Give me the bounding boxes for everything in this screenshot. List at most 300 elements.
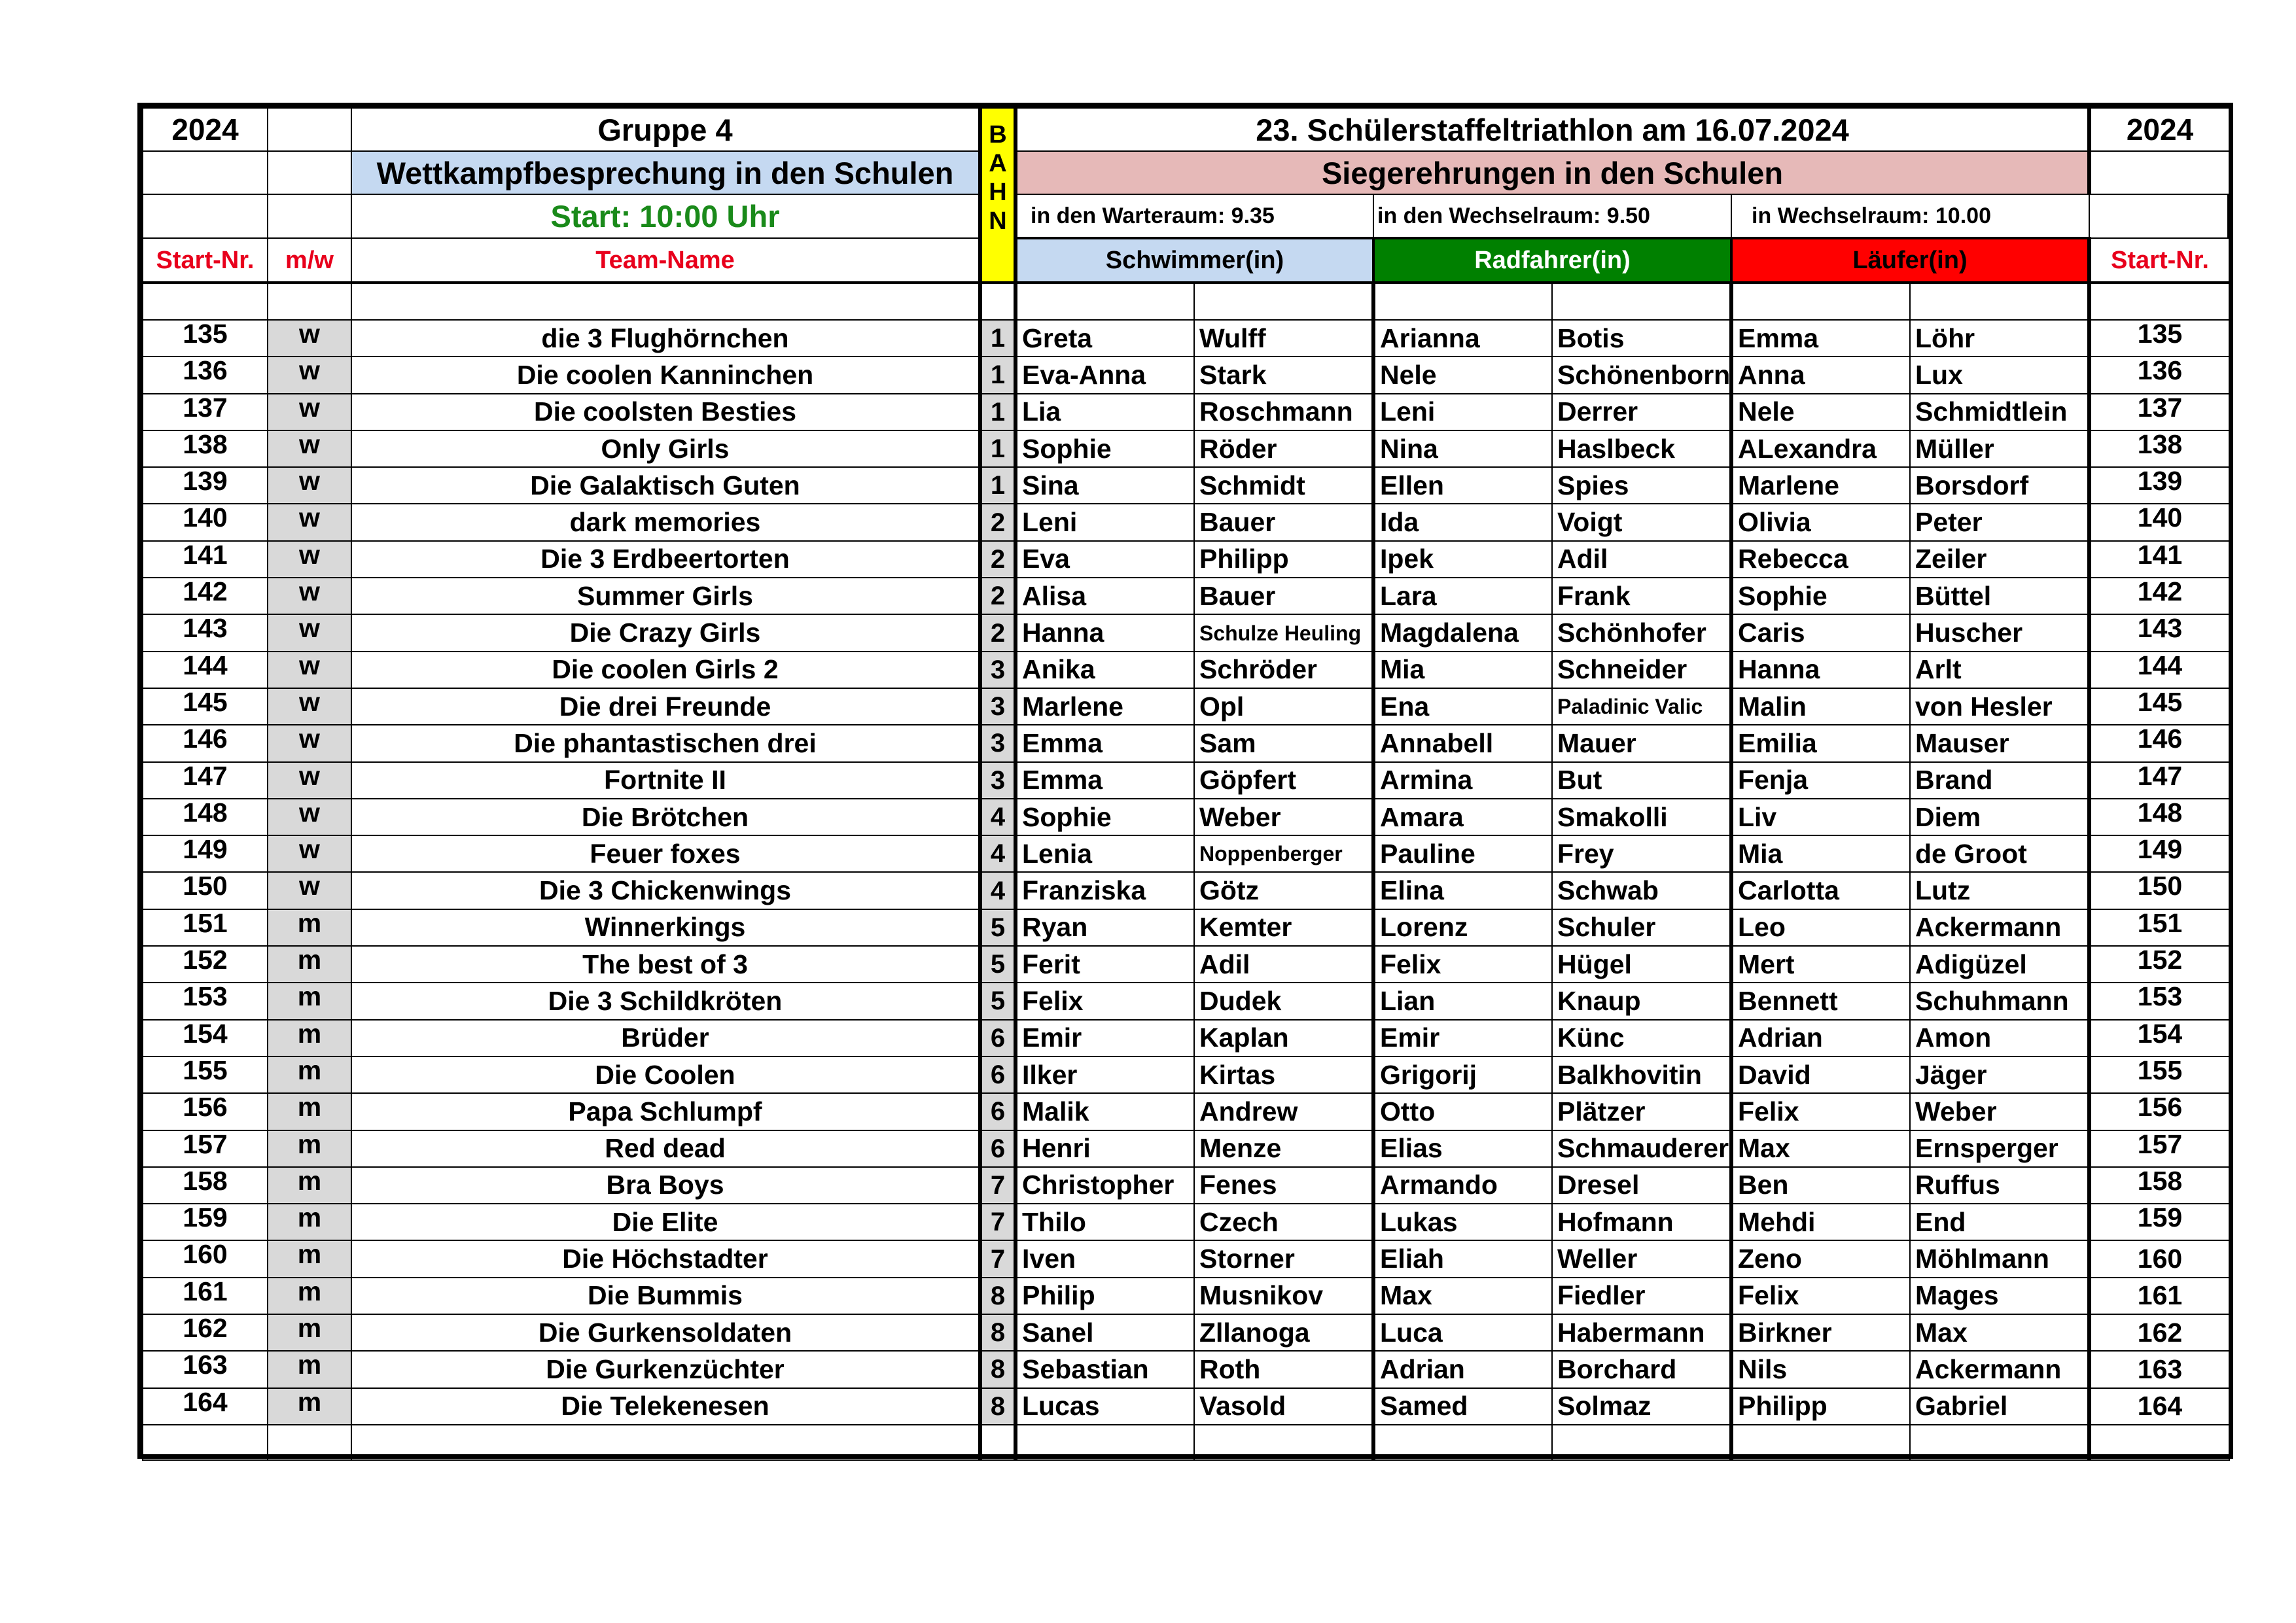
runner-last-name: Schmidtlein: [1910, 394, 2089, 430]
lane-number: 6: [980, 1020, 1016, 1056]
team-name: Die Elite: [351, 1204, 980, 1240]
start-number-right: 157: [2089, 1130, 2229, 1167]
swimmer-last-name: Zllanoga: [1194, 1314, 1373, 1351]
swimmer-last-name: Kaplan: [1194, 1020, 1373, 1056]
runner-last-name: Zeiler: [1910, 541, 2089, 578]
swimmer-first-name: Philip: [1016, 1278, 1194, 1314]
runner-last-name: Möhlmann: [1910, 1240, 2089, 1277]
team-name: Die Coolen: [351, 1056, 980, 1093]
warteraum-time: in den Warteraum: 9.35: [1016, 194, 1373, 238]
runner-last-name: Löhr: [1910, 320, 2089, 357]
start-number-right: 137: [2089, 394, 2229, 430]
start-number-right: 142: [2089, 578, 2229, 614]
table-row: [143, 1278, 2229, 1314]
table-row: [143, 467, 2229, 504]
cyclist-first-name: Arianna: [1373, 320, 1552, 357]
swimmer-first-name: Lia: [1016, 394, 1194, 430]
runner-last-name: Diem: [1910, 799, 2089, 835]
lane-number: 1: [980, 320, 1016, 357]
swimmer-first-name: Hanna: [1016, 614, 1194, 651]
table-row: [143, 1056, 2229, 1093]
start-number-right: 164: [2089, 1388, 2229, 1425]
start-number-right: 141: [2089, 541, 2229, 578]
gender-cell: m: [268, 1093, 351, 1130]
start-number-right: 144: [2089, 652, 2229, 688]
start-number-right: 149: [2089, 835, 2229, 872]
start-number: 140: [143, 504, 268, 540]
swimmer-last-name: Bauer: [1194, 504, 1373, 540]
lane-number: 1: [980, 357, 1016, 393]
swimmer-last-name: Storner: [1194, 1240, 1373, 1277]
team-name: die 3 Flughörnchen: [351, 320, 980, 357]
cyclist-first-name: Samed: [1373, 1388, 1552, 1425]
cyclist-last-name: Balkhovitin: [1552, 1056, 1731, 1093]
swimmer-last-name: Schröder: [1194, 652, 1373, 688]
team-name: Summer Girls: [351, 578, 980, 614]
start-time: Start: 10:00 Uhr: [351, 194, 980, 238]
table-row: [143, 357, 2229, 393]
cyclist-first-name: Ida: [1373, 504, 1552, 540]
team-name: Die 3 Chickenwings: [351, 872, 980, 909]
start-number: 156: [143, 1093, 268, 1130]
swimmer-first-name: Emir: [1016, 1020, 1194, 1056]
bahn-header: B A H N: [980, 108, 1016, 283]
cyclist-first-name: Max: [1373, 1278, 1552, 1314]
team-name: Papa Schlumpf: [351, 1093, 980, 1130]
runner-last-name: Lutz: [1910, 872, 2089, 909]
start-number-right: 152: [2089, 946, 2229, 983]
gender-cell: m: [268, 1314, 351, 1351]
start-number-right: 140: [2089, 504, 2229, 540]
swimmer-last-name: Schmidt: [1194, 467, 1373, 504]
team-name: Die Galaktisch Guten: [351, 467, 980, 504]
cyclist-last-name: Borchard: [1552, 1351, 1731, 1387]
table-row: [143, 1240, 2229, 1277]
cyclist-last-name: Derrer: [1552, 394, 1731, 430]
cyclist-first-name: Eliah: [1373, 1240, 1552, 1277]
runner-last-name: Mages: [1910, 1278, 2089, 1314]
start-number-right: 147: [2089, 762, 2229, 799]
runner-last-name: Büttel: [1910, 578, 2089, 614]
team-name: Die Brötchen: [351, 799, 980, 835]
start-number: 144: [143, 652, 268, 688]
team-name: Die coolen Girls 2: [351, 652, 980, 688]
start-number: 136: [143, 357, 268, 393]
swimmer-last-name: Opl: [1194, 688, 1373, 725]
swimmer-first-name: Franziska: [1016, 872, 1194, 909]
cyclist-last-name: Frank: [1552, 578, 1731, 614]
start-number-right: 139: [2089, 467, 2229, 504]
team-name: Die phantastischen drei: [351, 725, 980, 761]
swimmer-first-name: Sina: [1016, 467, 1194, 504]
start-number-right: 135: [2089, 320, 2229, 357]
swimmer-first-name: Ilker: [1016, 1056, 1194, 1093]
gender-cell: w: [268, 614, 351, 651]
ceremony-note: Siegerehrungen in den Schulen: [1016, 151, 2089, 194]
lane-number: 7: [980, 1167, 1016, 1204]
start-number-right: 161: [2089, 1278, 2229, 1314]
cyclist-last-name: Künc: [1552, 1020, 1731, 1056]
runner-first-name: ALexandra: [1731, 430, 1910, 467]
runner-first-name: Max: [1731, 1130, 1910, 1167]
gender-cell: m: [268, 946, 351, 983]
cyclist-first-name: Ena: [1373, 688, 1552, 725]
lane-number: 6: [980, 1130, 1016, 1167]
start-number-right: 158: [2089, 1167, 2229, 1204]
runner-last-name: Adigüzel: [1910, 946, 2089, 983]
cyclist-last-name: Solmaz: [1552, 1388, 1731, 1425]
start-number: 155: [143, 1056, 268, 1093]
cyclist-first-name: Nele: [1373, 357, 1552, 393]
swimmer-first-name: Henri: [1016, 1130, 1194, 1167]
column-header-schwimmer: Schwimmer(in): [1016, 238, 1373, 283]
gender-cell: w: [268, 725, 351, 761]
swimmer-first-name: Emma: [1016, 762, 1194, 799]
gender-cell: w: [268, 652, 351, 688]
runner-first-name: Mert: [1731, 946, 1910, 983]
year-left: 2024: [143, 108, 268, 151]
team-name: Bra Boys: [351, 1167, 980, 1204]
cyclist-first-name: Ipek: [1373, 541, 1552, 578]
runner-first-name: Nils: [1731, 1351, 1910, 1387]
runner-first-name: Emma: [1731, 320, 1910, 357]
start-number: 143: [143, 614, 268, 651]
team-name: Die coolen Kanninchen: [351, 357, 980, 393]
cyclist-last-name: Schönhofer: [1552, 614, 1731, 651]
start-number: 161: [143, 1278, 268, 1314]
gender-cell: w: [268, 541, 351, 578]
runner-first-name: Hanna: [1731, 652, 1910, 688]
runner-last-name: Ackermann: [1910, 909, 2089, 946]
swimmer-first-name: Lenia: [1016, 835, 1194, 872]
lane-number: 3: [980, 688, 1016, 725]
runner-last-name: Arlt: [1910, 652, 2089, 688]
swimmer-last-name: Vasold: [1194, 1388, 1373, 1425]
start-number-right: 153: [2089, 983, 2229, 1019]
swimmer-last-name: Sam: [1194, 725, 1373, 761]
table-row: [143, 430, 2229, 467]
start-number-right: 148: [2089, 799, 2229, 835]
table-row: [143, 652, 2229, 688]
cyclist-last-name: Schönenborn: [1552, 357, 1731, 393]
cyclist-last-name: Haslbeck: [1552, 430, 1731, 467]
gender-cell: w: [268, 357, 351, 393]
runner-last-name: Borsdorf: [1910, 467, 2089, 504]
cyclist-last-name: Habermann: [1552, 1314, 1731, 1351]
swimmer-first-name: Sanel: [1016, 1314, 1194, 1351]
gender-cell: m: [268, 1204, 351, 1240]
start-number-right: 145: [2089, 688, 2229, 725]
table-row: [143, 504, 2229, 540]
start-number-right: 136: [2089, 357, 2229, 393]
table-row: [143, 1130, 2229, 1167]
swimmer-first-name: Greta: [1016, 320, 1194, 357]
swimmer-first-name: Ryan: [1016, 909, 1194, 946]
gender-cell: m: [268, 1167, 351, 1204]
cyclist-first-name: Lara: [1373, 578, 1552, 614]
team-name: Feuer foxes: [351, 835, 980, 872]
lane-number: 8: [980, 1388, 1016, 1425]
lane-number: 1: [980, 430, 1016, 467]
cyclist-last-name: Hügel: [1552, 946, 1731, 983]
start-number: 149: [143, 835, 268, 872]
swimmer-first-name: Sophie: [1016, 430, 1194, 467]
start-number-right: 159: [2089, 1204, 2229, 1240]
gender-cell: m: [268, 1351, 351, 1387]
cyclist-first-name: Felix: [1373, 946, 1552, 983]
team-name: Die Gurkensoldaten: [351, 1314, 980, 1351]
gender-cell: w: [268, 578, 351, 614]
cyclist-last-name: Plätzer: [1552, 1093, 1731, 1130]
cyclist-last-name: Paladinic Valic: [1552, 688, 1731, 725]
swimmer-first-name: Malik: [1016, 1093, 1194, 1130]
team-name: Die Höchstadter: [351, 1240, 980, 1277]
runner-first-name: Sophie: [1731, 578, 1910, 614]
cyclist-last-name: Schneider: [1552, 652, 1731, 688]
runner-last-name: Lux: [1910, 357, 2089, 393]
runner-first-name: Zeno: [1731, 1240, 1910, 1277]
runner-first-name: Olivia: [1731, 504, 1910, 540]
swimmer-last-name: Noppenberger: [1194, 835, 1373, 872]
runner-first-name: Fenja: [1731, 762, 1910, 799]
gender-cell: w: [268, 394, 351, 430]
column-header-mw: m/w: [268, 238, 351, 283]
swimmer-first-name: Marlene: [1016, 688, 1194, 725]
gender-cell: m: [268, 1130, 351, 1167]
cyclist-last-name: Spies: [1552, 467, 1731, 504]
runner-last-name: Jäger: [1910, 1056, 2089, 1093]
cyclist-first-name: Mia: [1373, 652, 1552, 688]
lane-number: 8: [980, 1278, 1016, 1314]
table-row: [143, 799, 2229, 835]
team-name: Fortnite II: [351, 762, 980, 799]
start-number-right: 163: [2089, 1351, 2229, 1387]
lane-number: 2: [980, 504, 1016, 540]
cyclist-first-name: Armina: [1373, 762, 1552, 799]
lane-number: 4: [980, 835, 1016, 872]
swimmer-last-name: Roth: [1194, 1351, 1373, 1387]
cyclist-last-name: Voigt: [1552, 504, 1731, 540]
start-number: 135: [143, 320, 268, 357]
start-number: 147: [143, 762, 268, 799]
team-name: dark memories: [351, 504, 980, 540]
lane-number: 3: [980, 725, 1016, 761]
group-title: Gruppe 4: [351, 108, 980, 151]
cyclist-first-name: Leni: [1373, 394, 1552, 430]
runner-first-name: David: [1731, 1056, 1910, 1093]
team-name: Die Telekenesen: [351, 1388, 980, 1425]
lane-number: 2: [980, 541, 1016, 578]
start-number-right: 155: [2089, 1056, 2229, 1093]
swimmer-last-name: Röder: [1194, 430, 1373, 467]
table-row: [143, 614, 2229, 651]
runner-first-name: Emilia: [1731, 725, 1910, 761]
gender-cell: m: [268, 1240, 351, 1277]
year-right: 2024: [2089, 108, 2229, 151]
swimmer-last-name: Fenes: [1194, 1167, 1373, 1204]
start-number: 139: [143, 467, 268, 504]
cyclist-first-name: Lorenz: [1373, 909, 1552, 946]
lane-number: 7: [980, 1240, 1016, 1277]
team-name: Die 3 Schildkröten: [351, 983, 980, 1019]
table-row: [143, 983, 2229, 1019]
runner-last-name: Huscher: [1910, 614, 2089, 651]
cyclist-first-name: Pauline: [1373, 835, 1552, 872]
table-row: [143, 1314, 2229, 1351]
runner-first-name: Caris: [1731, 614, 1910, 651]
start-number-right: 150: [2089, 872, 2229, 909]
table-row: [143, 1204, 2229, 1240]
start-number: 157: [143, 1130, 268, 1167]
cyclist-first-name: Ellen: [1373, 467, 1552, 504]
lane-number: 4: [980, 799, 1016, 835]
start-number-right: 146: [2089, 725, 2229, 761]
table-row: [143, 320, 2229, 357]
swimmer-first-name: Christopher: [1016, 1167, 1194, 1204]
gender-cell: m: [268, 1020, 351, 1056]
runner-first-name: Nele: [1731, 394, 1910, 430]
gender-cell: w: [268, 430, 351, 467]
runner-last-name: End: [1910, 1204, 2089, 1240]
runner-first-name: Malin: [1731, 688, 1910, 725]
lane-number: 3: [980, 652, 1016, 688]
start-number: 163: [143, 1351, 268, 1387]
cyclist-last-name: Adil: [1552, 541, 1731, 578]
start-number: 141: [143, 541, 268, 578]
cyclist-last-name: Mauer: [1552, 725, 1731, 761]
team-name: Red dead: [351, 1130, 980, 1167]
start-number-right: 162: [2089, 1314, 2229, 1351]
team-name: Die coolsten Besties: [351, 394, 980, 430]
swimmer-first-name: Alisa: [1016, 578, 1194, 614]
start-number: 159: [143, 1204, 268, 1240]
runner-last-name: Brand: [1910, 762, 2089, 799]
cyclist-last-name: Botis: [1552, 320, 1731, 357]
team-name: Winnerkings: [351, 909, 980, 946]
gender-cell: w: [268, 688, 351, 725]
cyclist-first-name: Luca: [1373, 1314, 1552, 1351]
swimmer-last-name: Weber: [1194, 799, 1373, 835]
swimmer-first-name: Eva-Anna: [1016, 357, 1194, 393]
table-row: [143, 394, 2229, 430]
gender-cell: w: [268, 762, 351, 799]
start-number: 146: [143, 725, 268, 761]
runner-first-name: Ben: [1731, 1167, 1910, 1204]
table-row: [143, 909, 2229, 946]
table-row: [143, 762, 2229, 799]
start-list-table: [142, 107, 2230, 1461]
start-number: 164: [143, 1388, 268, 1425]
team-name: Die 3 Erdbeertorten: [351, 541, 980, 578]
runner-last-name: Peter: [1910, 504, 2089, 540]
runner-last-name: Max: [1910, 1314, 2089, 1351]
cyclist-first-name: Elias: [1373, 1130, 1552, 1167]
swimmer-first-name: Anika: [1016, 652, 1194, 688]
swimmer-first-name: Felix: [1016, 983, 1194, 1019]
runner-first-name: Felix: [1731, 1093, 1910, 1130]
cyclist-first-name: Nina: [1373, 430, 1552, 467]
lane-number: 5: [980, 909, 1016, 946]
swimmer-last-name: Kemter: [1194, 909, 1373, 946]
lane-number: 1: [980, 467, 1016, 504]
table-row: [143, 872, 2229, 909]
start-number: 150: [143, 872, 268, 909]
gender-cell: w: [268, 872, 351, 909]
swimmer-last-name: Adil: [1194, 946, 1373, 983]
lane-number: 3: [980, 762, 1016, 799]
swimmer-first-name: Leni: [1016, 504, 1194, 540]
swimmer-last-name: Roschmann: [1194, 394, 1373, 430]
cyclist-last-name: Frey: [1552, 835, 1731, 872]
swimmer-last-name: Stark: [1194, 357, 1373, 393]
column-header-radfahrer: Radfahrer(in): [1373, 238, 1731, 283]
swimmer-last-name: Andrew: [1194, 1093, 1373, 1130]
cyclist-first-name: Adrian: [1373, 1351, 1552, 1387]
table-row: [143, 541, 2229, 578]
swimmer-first-name: Sebastian: [1016, 1351, 1194, 1387]
swimmer-first-name: Emma: [1016, 725, 1194, 761]
table-row: [143, 835, 2229, 872]
gender-cell: w: [268, 320, 351, 357]
start-number: 151: [143, 909, 268, 946]
runner-first-name: Adrian: [1731, 1020, 1910, 1056]
wechselraum-time-2: in Wechselraum: 10.00: [1731, 194, 2089, 238]
table-row: [143, 1020, 2229, 1056]
event-title: 23. Schülerstaffeltriathlon am 16.07.2024: [1016, 108, 2089, 151]
runner-first-name: Leo: [1731, 909, 1910, 946]
table-row: [143, 1351, 2229, 1387]
lane-number: 8: [980, 1351, 1016, 1387]
gender-cell: m: [268, 1056, 351, 1093]
runner-first-name: Anna: [1731, 357, 1910, 393]
lane-number: 7: [980, 1204, 1016, 1240]
cyclist-first-name: Lukas: [1373, 1204, 1552, 1240]
start-number-right: 143: [2089, 614, 2229, 651]
cyclist-last-name: But: [1552, 762, 1731, 799]
meeting-note: Wettkampfbesprechung in den Schulen: [351, 151, 980, 194]
start-number-right: 160: [2089, 1240, 2229, 1277]
start-number: 152: [143, 946, 268, 983]
swimmer-first-name: Thilo: [1016, 1204, 1194, 1240]
start-number: 138: [143, 430, 268, 467]
team-name: Die Gurkenzüchter: [351, 1351, 980, 1387]
lane-number: 5: [980, 983, 1016, 1019]
table-row: [143, 946, 2229, 983]
runner-last-name: Weber: [1910, 1093, 2089, 1130]
cyclist-last-name: Schwab: [1552, 872, 1731, 909]
swimmer-last-name: Götz: [1194, 872, 1373, 909]
gender-cell: w: [268, 504, 351, 540]
gender-cell: m: [268, 1388, 351, 1425]
runner-last-name: Mauser: [1910, 725, 2089, 761]
runner-last-name: Amon: [1910, 1020, 2089, 1056]
start-number: 160: [143, 1240, 268, 1277]
lane-number: 2: [980, 578, 1016, 614]
swimmer-first-name: Eva: [1016, 541, 1194, 578]
swimmer-first-name: Sophie: [1016, 799, 1194, 835]
wechselraum-time-1: in den Wechselraum: 9.50: [1373, 194, 1731, 238]
cyclist-first-name: Annabell: [1373, 725, 1552, 761]
gender-cell: m: [268, 983, 351, 1019]
cyclist-last-name: Dresel: [1552, 1167, 1731, 1204]
table-row: [143, 578, 2229, 614]
runner-last-name: Gabriel: [1910, 1388, 2089, 1425]
runner-first-name: Carlotta: [1731, 872, 1910, 909]
lane-number: 2: [980, 614, 1016, 651]
swimmer-first-name: Ferit: [1016, 946, 1194, 983]
table-row: [143, 1093, 2229, 1130]
start-number: 153: [143, 983, 268, 1019]
